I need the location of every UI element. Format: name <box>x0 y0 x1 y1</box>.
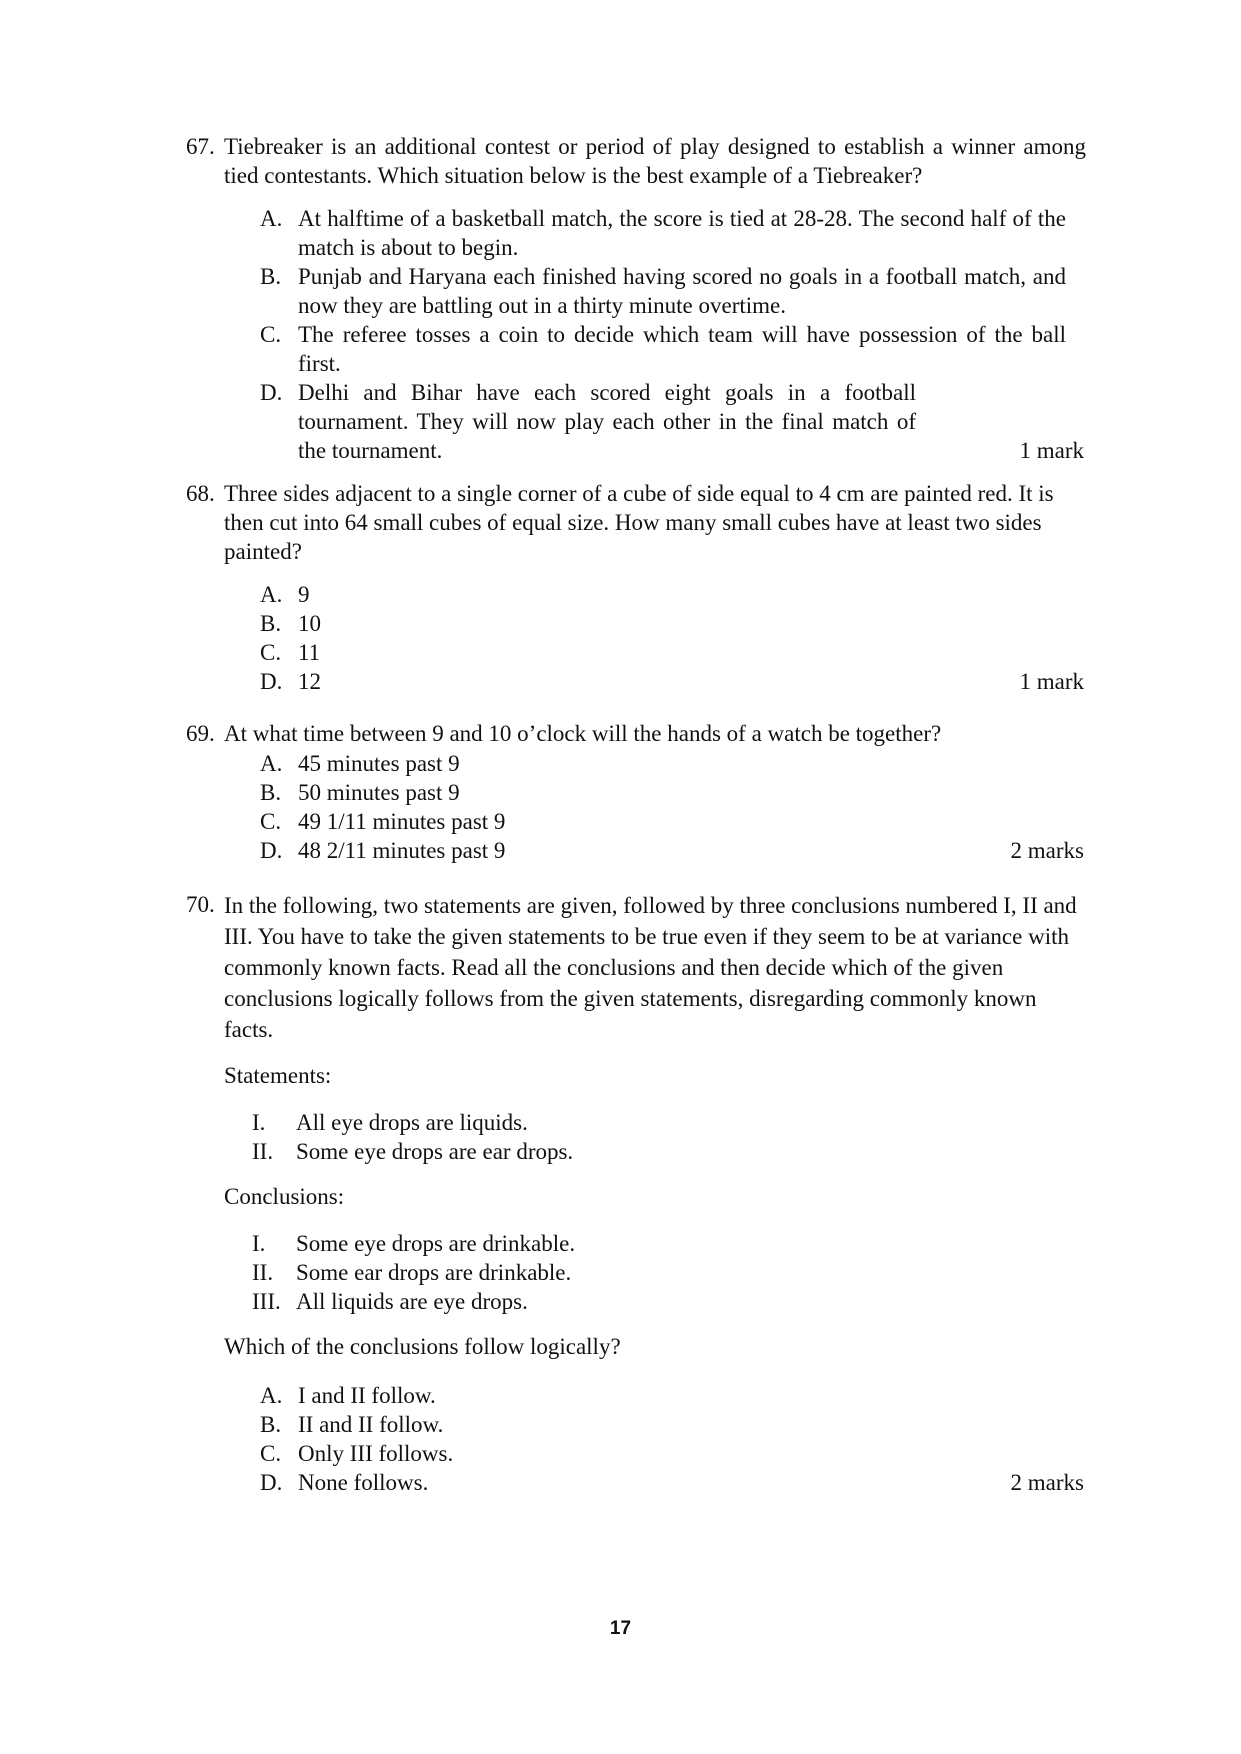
option-text: 12 <box>298 669 321 694</box>
option-text: 48 2/11 minutes past 9 <box>298 838 506 863</box>
option-letter: B. <box>260 611 282 636</box>
question-70 <box>186 890 1086 1497</box>
option-list <box>260 1381 1086 1497</box>
conclusion-item <box>252 1258 1086 1287</box>
statement-item <box>252 1137 1086 1166</box>
option-d <box>260 836 1086 865</box>
question-68 <box>186 479 1086 696</box>
option-letter: C. <box>260 1441 282 1466</box>
conclusion-number: III. <box>252 1289 281 1314</box>
option-letter: B. <box>260 264 282 289</box>
option-d <box>260 378 1086 465</box>
statements-list <box>186 1108 1086 1166</box>
option-text: 45 minutes past 9 <box>298 751 460 776</box>
question-text: At what time between 9 and 10 o’clock will the hands of a watch be together? <box>224 721 942 746</box>
option-letter: D. <box>260 669 283 694</box>
conclusion-number: I. <box>252 1231 266 1256</box>
statement-item <box>252 1108 1086 1137</box>
option-text: At halftime of a basketball match, the score is tied at 28-28. The second half of the match is about to begin. <box>298 206 1066 260</box>
question-text: In the following, two statements are given, followed by three conclusions numbered I, II and III. You have to take the given statements to be true even if they seem to be at variance with commonly known facts. Read all the conclusions and then decide which of the given conclusions logically follows from the given statements, disregarding commonly known facts. <box>224 893 1077 1042</box>
conclusion-item <box>252 1229 1086 1258</box>
option-letter: D. <box>260 380 283 405</box>
question-prompt: Which of the conclusions follow logically? <box>224 1334 621 1359</box>
option-text: Delhi and Bihar have each scored eight goals in a football tournament. They will now play each other in the final match of the tournament. <box>298 380 916 463</box>
statements-label: Statements: <box>224 1063 332 1088</box>
option-a <box>260 1381 1086 1410</box>
conclusion-text: Some ear drops are drinkable. <box>296 1260 572 1285</box>
option-letter: C. <box>260 640 282 665</box>
option-letter: D. <box>260 1470 283 1495</box>
option-a <box>260 204 1086 262</box>
conclusions-list <box>186 1229 1086 1316</box>
question-number: 68. <box>186 481 215 506</box>
option-text: 10 <box>298 611 321 636</box>
statement-number: I. <box>252 1110 266 1135</box>
option-a <box>260 749 1086 778</box>
question-text: Three sides adjacent to a single corner of a cube of side equal to 4 cm are painted red. It is then cut into 64 small cubes of equal size. How many small cubes have at least two sides painted? <box>224 481 1054 564</box>
option-letter: C. <box>260 809 282 834</box>
option-list <box>260 580 1086 696</box>
page-number: 17 <box>609 1618 632 1639</box>
conclusion-item <box>252 1287 1086 1316</box>
option-text: 49 1/11 minutes past 9 <box>298 809 506 834</box>
option-letter: A. <box>260 1383 283 1408</box>
option-letter: D. <box>260 838 283 863</box>
question-67 <box>186 132 1086 465</box>
statement-text: All eye drops are liquids. <box>296 1110 528 1135</box>
question-number: 67. <box>186 134 215 159</box>
option-c <box>260 638 1086 667</box>
option-letter: A. <box>260 751 283 776</box>
question-number: 69. <box>186 721 215 746</box>
option-c <box>260 1439 1086 1468</box>
conclusions-label: Conclusions: <box>224 1184 345 1209</box>
question-text: Tiebreaker is an additional contest or period of play designed to establish a winner among tied contestants. Which situation below is the best example of a Tiebreaker? <box>224 134 1086 188</box>
option-a <box>260 580 1086 609</box>
option-text: Only III follows. <box>298 1441 454 1466</box>
marks-label: 2 marks <box>1010 1470 1084 1495</box>
option-text: 9 <box>298 582 310 607</box>
marks-label: 1 mark <box>1019 669 1084 694</box>
option-b <box>260 778 1086 807</box>
option-text: The referee tosses a coin to decide which team will have possession of the ball first. <box>298 322 1066 376</box>
option-letter: C. <box>260 322 282 347</box>
conclusion-text: All liquids are eye drops. <box>296 1289 528 1314</box>
option-letter: A. <box>260 206 283 231</box>
option-letter: B. <box>260 780 282 805</box>
conclusion-number: II. <box>252 1260 274 1285</box>
conclusion-text: Some eye drops are drinkable. <box>296 1231 576 1256</box>
option-text: I and II follow. <box>298 1383 436 1408</box>
option-text: 50 minutes past 9 <box>298 780 460 805</box>
statement-number: II. <box>252 1139 274 1164</box>
question-number: 70. <box>186 892 215 917</box>
option-text: 11 <box>298 640 321 665</box>
option-letter: A. <box>260 582 283 607</box>
option-list <box>260 749 1086 865</box>
option-d <box>260 1468 1086 1497</box>
marks-label: 2 marks <box>1010 838 1084 863</box>
option-text: None follows. <box>298 1470 429 1495</box>
option-letter: B. <box>260 1412 282 1437</box>
option-list <box>260 204 1086 465</box>
marks-label: 1 mark <box>1019 438 1084 463</box>
option-b <box>260 1410 1086 1439</box>
option-b <box>260 262 1086 320</box>
statement-text: Some eye drops are ear drops. <box>296 1139 574 1164</box>
option-text: Punjab and Haryana each finished having scored no goals in a football match, and now they are battling out in a thirty minute overtime. <box>298 264 1066 318</box>
option-c <box>260 320 1086 378</box>
option-b <box>260 609 1086 638</box>
option-c <box>260 807 1086 836</box>
option-text: II and II follow. <box>298 1412 444 1437</box>
question-69 <box>186 719 1086 865</box>
option-d <box>260 667 1086 696</box>
